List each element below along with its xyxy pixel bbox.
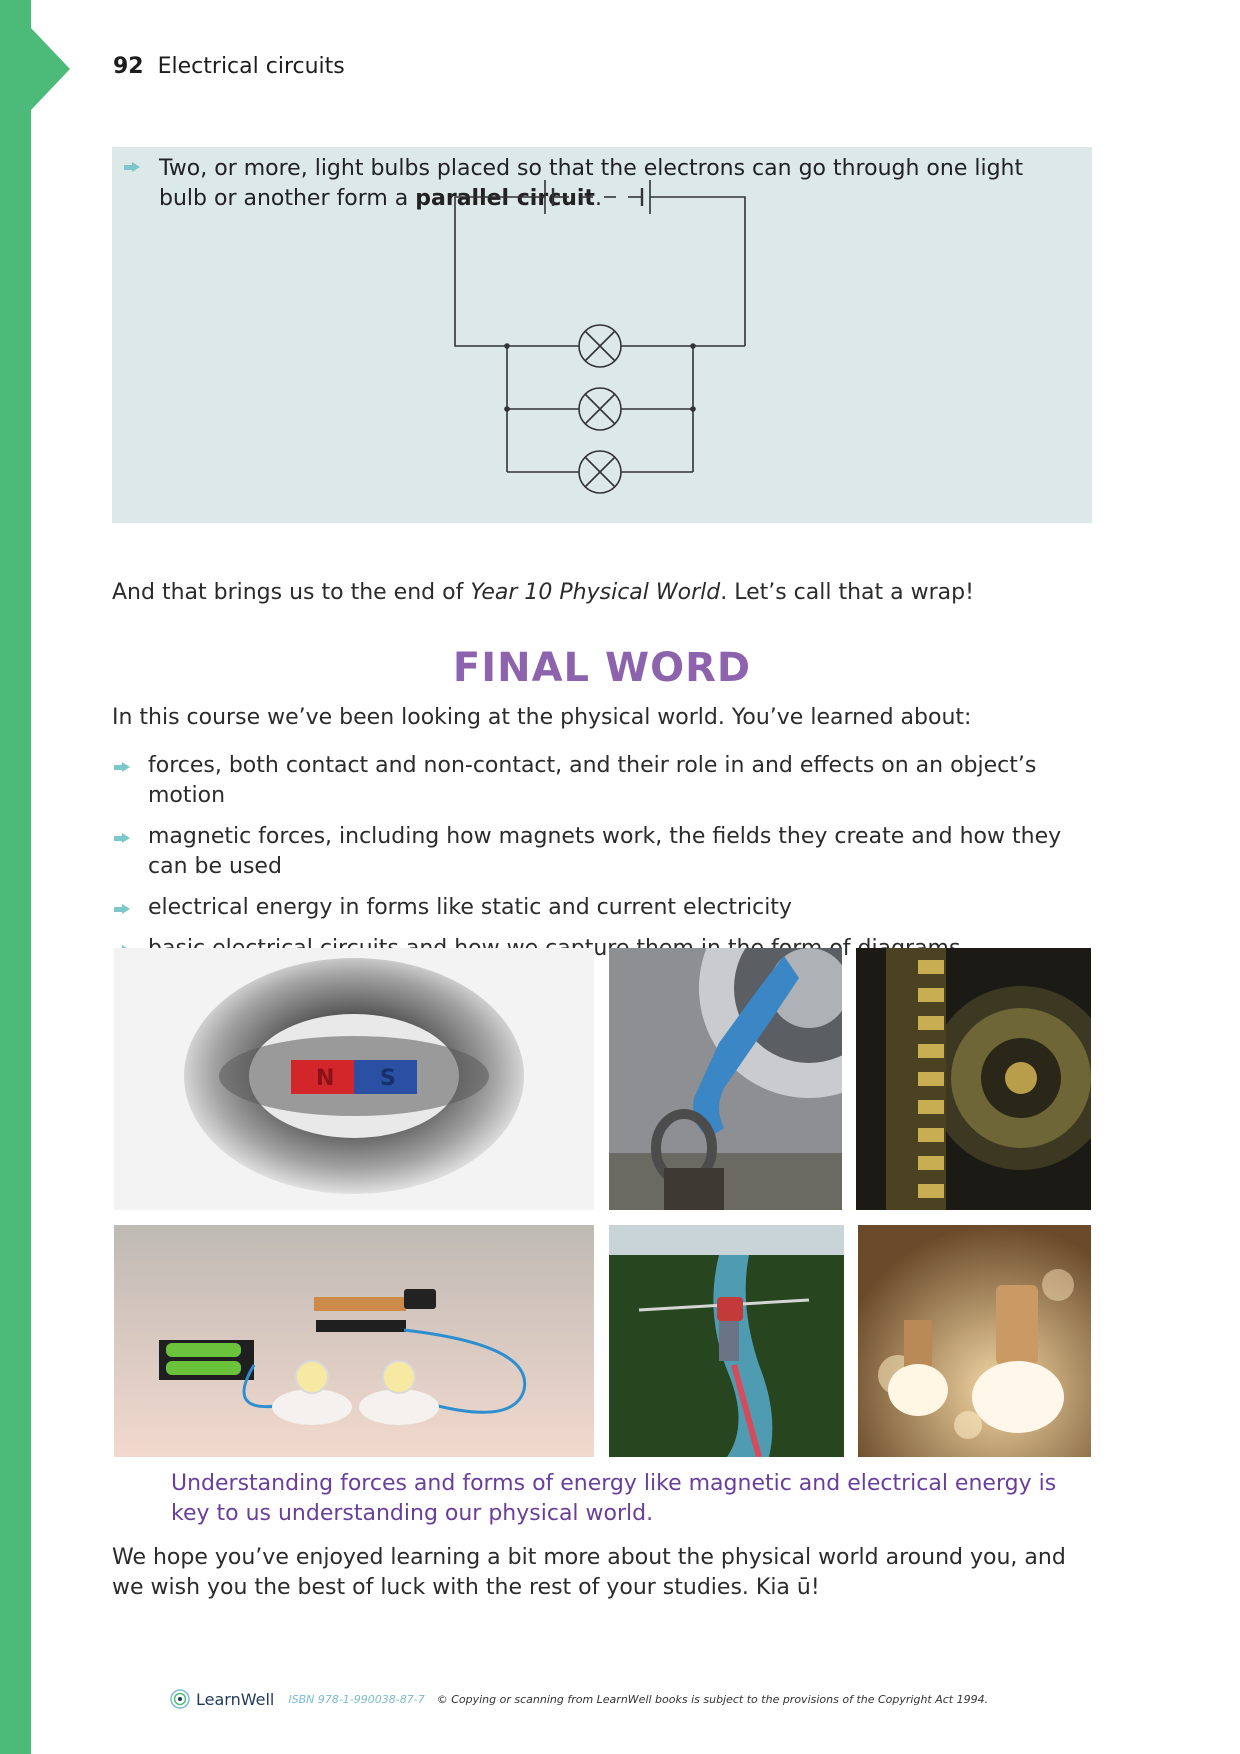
bullet-arrow-icon (114, 904, 130, 914)
photo-tow-hook (609, 948, 842, 1210)
list-item (112, 751, 1092, 811)
junction-dot (690, 343, 696, 349)
closing-paragraph: We hope you’ve enjoyed learning a bit more about the physical world around you, and we wish you the best of luck with the rest of your studies. Kia ū! (112, 1545, 1066, 1600)
bulb-icon (296, 1361, 328, 1393)
definition-term: parallel circuit (415, 186, 595, 211)
junction-dot (690, 406, 696, 412)
copyright-notice: © Copying or scanning from LearnWell books is subject to the provisions of the Copyright Act 1994. (436, 1692, 989, 1706)
book-title: Year 10 Physical World (470, 580, 721, 605)
list-item (112, 822, 1092, 882)
photo-bungee-jumper (609, 1225, 844, 1457)
list-item (112, 893, 1092, 923)
definition-end: . (594, 186, 602, 211)
junction-dot (504, 406, 510, 412)
running-head (113, 54, 345, 79)
list-item-text: forces, both contact and non-contact, and their role in and effects on an object’s motion (148, 753, 1037, 808)
photo-caption: Understanding forces and forms of energy like magnetic and electrical energy is key to us understanding our physical world. (171, 1471, 1057, 1526)
magnet-north-label: N (316, 1066, 335, 1091)
bar-magnet (291, 1060, 417, 1094)
gear-teeth (918, 960, 944, 1198)
bulb-icon (383, 1361, 415, 1393)
battery-holder (159, 1340, 254, 1380)
bullet-arrow-icon (114, 762, 130, 772)
photo-simple-circuit (114, 1225, 594, 1457)
wrap-up-sentence (112, 580, 974, 605)
circuit-wire-left (455, 197, 545, 257)
page-edge-bar (0, 0, 31, 1754)
photo-bar-magnet (114, 948, 594, 1210)
final-word-heading: FINAL WORD (452, 645, 752, 691)
final-word-lead: In this course we’ve been looking at the physical world. You’ve learned about: (112, 705, 972, 730)
photo-gears (856, 948, 1091, 1210)
definition-text: Two, or more, light bulbs placed so that the electrons can go through one light bulb or another form a (159, 156, 1024, 211)
bullet-arrow-icon (114, 833, 130, 843)
bulb-icon (888, 1364, 948, 1416)
circuit-wire-right-down (693, 346, 745, 472)
bulb-icon (972, 1361, 1064, 1433)
circuit-wire-right (650, 197, 745, 346)
list-item-text: electrical energy in forms like static and current electricity (148, 895, 792, 920)
page-tab-marker (31, 28, 70, 110)
jumper-shirt (717, 1297, 743, 1321)
photo-light-bulbs (858, 1225, 1091, 1457)
section-title: Electrical circuits (157, 54, 345, 79)
junction-dot (504, 343, 510, 349)
learned-topics-list (112, 751, 1092, 975)
page-number: 92 (113, 54, 144, 79)
isbn: ISBN 978-1-990038-87-7 (288, 1692, 425, 1706)
wrap-text: And that brings us to the end of (112, 580, 471, 605)
wrap-text-end: . Let’s call that a wrap! (720, 580, 974, 605)
page-footer (170, 1684, 988, 1714)
circuit-wire-left-down (455, 257, 507, 346)
brand-name: LearnWell (196, 1689, 275, 1709)
list-item-text: magnetic forces, including how magnets work, the fields they create and how they can be used (148, 824, 1062, 879)
parallel-circuit-box (112, 147, 1092, 523)
parallel-circuit-diagram (112, 147, 1092, 523)
magnet-south-label: S (380, 1066, 396, 1091)
learnwell-logo-icon (170, 1689, 190, 1709)
knife-switch (314, 1297, 406, 1311)
